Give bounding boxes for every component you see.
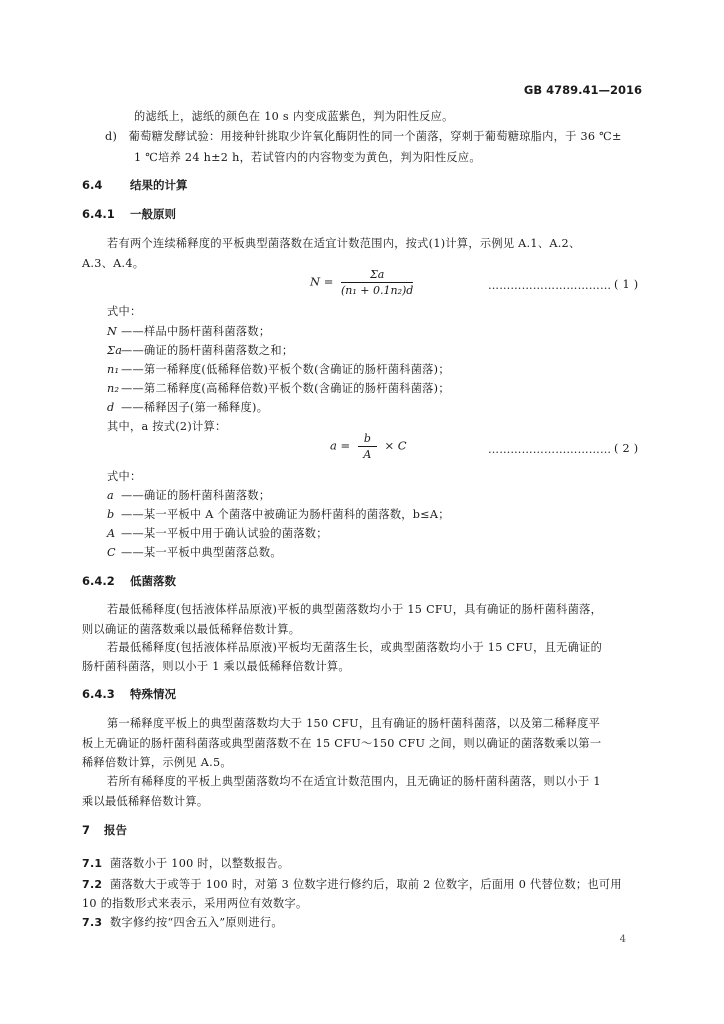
variable-description: ——确证的肠杆菌科菌落数之和； [121,344,294,357]
where-2-row [107,487,270,503]
formula-2-numerator: b [358,432,377,447]
item-text: 菌落数大于或等于 100 时，对第 3 位数字进行修约后，取前 2 位数字，后面用 0 代替位数；也可用 [110,878,622,891]
where-1-row [107,399,268,415]
para-6-4-2-line-3: 若最低稀释度(包括液体样品原液)平板均无菌落生长，或典型菌落数均小于 15 CFU，且无确证的 [107,641,603,654]
variable-symbol: b [107,508,115,521]
report-item-7-1 [82,855,289,871]
para-6-4-2-line-1: 若最低稀释度(包括液体样品原液)平板的典型菌落数均小于 15 CFU，具有确证的肠杆菌科菌落， [107,603,603,616]
variable-description: ——样品中肠杆菌科菌落数； [121,325,271,338]
heading-6-4-3 [82,686,176,702]
item-number: 7.1 [82,857,103,870]
report-item-7-2-continued: 10 的指数形式来表示，采用两位有效数字。 [82,897,308,910]
variable-description: ——稀释因子(第一稀释度)。 [121,401,269,414]
item-number: 7.3 [82,916,103,929]
standard-number: GB 4789.41—2016 [523,83,642,97]
heading-7 [82,822,127,838]
variable-symbol: A [107,527,116,540]
heading-6-4-2 [82,573,176,589]
variable-symbol: C [107,546,116,559]
variable-description: ——某一平板中 A 个菌落中被确证为肠杆菌科的菌落数，b≤A； [121,508,450,521]
heading-number: 7 [82,823,91,837]
where-2-row [107,506,450,522]
variable-description: ——第二稀释度(高稀释倍数)平板个数(含确证的肠杆菌科菌落)； [121,382,450,395]
formula-2-tag: ( 2 ) [614,442,639,455]
para-6-4-3-line-5: 乘以最低稀释倍数计算。 [82,795,209,808]
report-item-7-2 [82,876,622,892]
item-number: 7.2 [82,878,103,891]
formula-1-numerator: Σa [341,268,413,283]
variable-description: ——第一稀释度(低稀释倍数)平板个数(含确证的肠杆菌科菌落)； [121,363,450,376]
para-6-4-3-line-4: 若所有稀释度的平板上典型菌落数均不在适宜计数范围内，且无确证的肠杆菌科菌落，则以小于 1 [107,775,601,788]
heading-title: 特殊情况 [130,687,176,701]
intro-line-3: 1 ℃培养 24 h±2 h，若试管内的内容物变为黄色，判为阳性反应。 [134,151,481,164]
heading-number: 6.4 [82,178,103,192]
para-6-4-1-line-2: A.3、A.4。 [82,257,145,270]
formula-1-lhs: N = [310,274,334,289]
item-text: 数字修约按“四舍五入”原则进行。 [110,916,283,929]
where-2-row [107,525,328,541]
item-text: 菌落数小于 100 时，以整数报告。 [110,857,290,870]
variable-description: ——某一平板中用于确认试验的菌落数； [121,527,328,540]
heading-title: 一般原则 [130,207,176,221]
formula-1-leader: …………………………… [488,279,612,292]
page-number: 4 [619,934,626,945]
formula-2-lhs: a = [330,438,351,453]
where-1-row [107,361,450,377]
para-6-4-3-line-1: 第一稀释度平板上的典型菌落数均大于 150 CFU，且有确证的肠杆菌科菌落，以及第二稀释度平 [107,717,601,730]
report-item-7-3 [82,914,283,930]
formula-1-fraction [341,268,413,297]
heading-title: 结果的计算 [130,178,188,192]
intro-line-2: d) 葡萄糖发酵试验：用接种针挑取少许氧化酶阴性的同一个菌落，穿刺于葡萄糖琼脂内，于 36 ℃± [105,130,622,143]
variable-symbol: n₁ [107,363,120,376]
para-6-4-2-line-4: 肠杆菌科菌落，则以小于 1 乘以最低稀释倍数计算。 [82,660,350,673]
para-6-4-1-line-1: 若有两个连续稀释度的平板典型菌落数在适宜计数范围内，按式(1)计算，示例见 A.1、A.2、 [107,237,581,250]
formula-2-intro: 其中，a 按式(2)计算： [107,420,227,433]
formula-2 [330,432,407,461]
where-1-row [107,323,270,339]
formula-1-denominator: (n₁ + 0.1n₂)d [341,284,414,297]
variable-symbol: Σa [107,344,123,357]
where-1-row [107,380,450,396]
heading-6-4-1 [82,206,176,222]
variable-symbol: n₂ [107,382,120,395]
formula-2-denominator: A [363,448,372,461]
para-6-4-3-line-3: 稀释倍数计算，示例见 A.5。 [82,756,232,769]
variable-description: ——某一平板中典型菌落总数。 [121,546,282,559]
para-6-4-3-line-2: 板上无确证的肠杆菌科菌落或典型菌落数不在 15 CFU～150 CFU 之间，则以确证的菌落数乘以第一 [82,737,602,750]
formula-2-rhs: × C [384,438,407,453]
para-6-4-2-line-2: 则以确证的菌落数乘以最低稀释倍数计算。 [82,623,301,636]
variable-symbol: N [107,325,118,338]
where-1-row [107,342,293,358]
where-2-row [107,544,282,560]
heading-number: 6.4.1 [82,207,115,221]
heading-6-4 [82,177,188,193]
where-1-label: 式中： [107,305,142,318]
heading-title: 低菌落数 [130,574,176,588]
formula-2-leader: …………………………… [488,443,612,456]
formula-1-tag: ( 1 ) [614,278,639,291]
formula-1 [310,268,417,297]
variable-symbol: a [107,489,114,502]
variable-symbol: d [107,401,115,414]
where-2-label: 式中： [107,470,142,483]
heading-number: 6.4.2 [82,574,115,588]
heading-title: 报告 [104,823,127,837]
variable-description: ——确证的肠杆菌科菌落数； [121,489,271,502]
intro-line-1: 的滤纸上，滤纸的颜色在 10 s 内变成蓝紫色，判为阳性反应。 [134,110,454,123]
heading-number: 6.4.3 [82,687,115,701]
formula-2-fraction [358,432,377,461]
